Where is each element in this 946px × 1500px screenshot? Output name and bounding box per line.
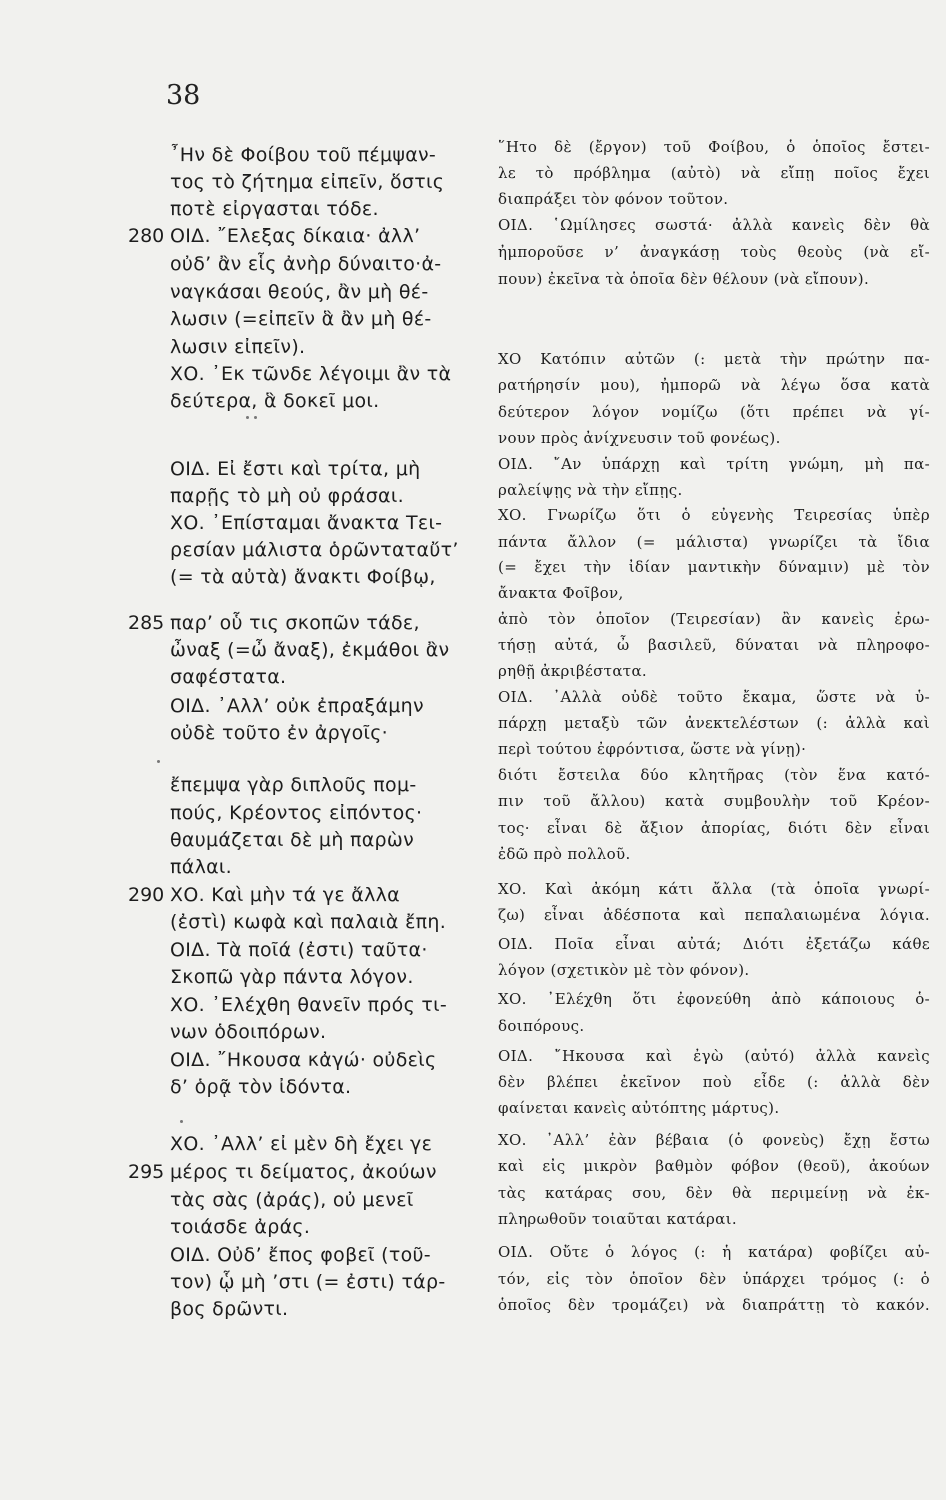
translation-line: ρατήρησίν μου), ἠμπορῶ νὰ λέγω ὅσα κατὰ (498, 376, 930, 394)
translation-line: ΧΟ. Γνωρίζω ὅτι ὁ εὐγενὴς Τειρεσίας ὑπὲρ (498, 506, 930, 524)
translation-line: διότι ἔστειλα δύο κλητῆρας (τὸν ἕνα κατό- (498, 766, 930, 784)
greek-line: Σκοπῶ γὰρ πάντα λόγον. (170, 966, 414, 988)
greek-line: ΟΙΔ. Εἰ ἔστι καὶ τρίτα, μὴ (170, 458, 421, 480)
translation-line: ΟΙΔ. Ποῖα εἶναι αὐτά; Διότι ἐξετάζω κάθε (498, 935, 930, 953)
greek-line: ΧΟ. Καὶ μὴν τά γε ἄλλα (170, 884, 400, 906)
translation-line: ΟΙΔ. ᾿Αλλὰ οὐδὲ τοῦτο ἔκαμα, ὥστε νὰ ὑ- (498, 688, 930, 706)
greek-line: δεύτερα, ἃ δοκεῖ μοι. (170, 390, 380, 412)
translation-line: φαίνεται κανεὶς αὐτόπτης μάρτυς). (498, 1099, 780, 1117)
greek-line: μέρος τι δείματος, ἀκούων (170, 1161, 437, 1183)
greek-line: σαφέστατα. (170, 666, 287, 688)
translation-line: περὶ τούτου ἐφρόντισα, ὥστε νὰ γίνῃ)· (498, 740, 807, 758)
greek-line: λωσιν (=εἰπεῖν ἃ ἂν μὴ θέ- (170, 308, 432, 330)
translation-line: ραλείψῃς νὰ τὴν εἴπῃς. (498, 481, 683, 499)
greek-line: οὐδὲ τοῦτο ἐν ἀργοῖς· (170, 722, 389, 744)
translation-line: πιν τοῦ ἄλλου) κατὰ συμβουλὴν τοῦ Κρέον- (498, 792, 930, 810)
translation-line: ἀπὸ τὸν ὁποῖον (Τειρεσίαν) ἂν κανεὶς ἐρω- (498, 610, 930, 628)
verse-line-number: 295 (128, 1161, 165, 1183)
greek-line: τοιάσδε ἀράς. (170, 1216, 311, 1238)
translation-line: ΟΙΔ. ῎Ηκουσα καὶ ἐγὼ (αὐτό) ἀλλὰ κανεὶς (498, 1047, 930, 1065)
translation-line: ΟΙΔ. Οὔτε ὁ λόγος (: ἡ κατάρα) φοβίζει αὐ- (498, 1243, 930, 1261)
translation-line: πληρωθοῦν τοιαῦται κατάραι. (498, 1210, 737, 1228)
greek-line: τος τὸ ζήτημα εἰπεῖν, ὅστις (170, 171, 445, 193)
greek-line: τον) ᾧ μὴ ’στι (= ἐστι) τάρ- (170, 1271, 446, 1293)
greek-line: (= τὰ αὐτὰ) ἄνακτι Φοίβῳ, (170, 566, 436, 588)
translation-line: δεύτερον λόγον νομίζω (ὅτι πρέπει νὰ γί- (498, 403, 930, 421)
translation-line: ἐδῶ πρὸ πολλοῦ. (498, 845, 631, 863)
greek-line: ΟΙΔ. Οὐδ’ ἔπος φοβεῖ (τοῦ- (170, 1244, 431, 1266)
greek-line: ΟΙΔ. Τὰ ποῖά (ἐστι) ταῦτα· (170, 939, 428, 961)
greek-line: ΧΟ. ᾿Επίσταμαι ἄνακτα Τει- (170, 512, 443, 534)
verse-line-number: 285 (128, 612, 165, 634)
translation-line: ΧΟ. Καὶ ἀκόμη κάτι ἄλλα (τὰ ὁποῖα γνωρί- (498, 880, 930, 898)
translation-line: ΧΟ. ᾿Ελέχθη ὅτι ἐφονεύθη ἀπὸ κάποιους ὁ- (498, 990, 930, 1008)
greek-line: ΧΟ. ᾿Αλλ’ εἰ μὲν δὴ ἔχει γε (170, 1133, 433, 1155)
translation-line: λε τὸ πρόβλημα (αὐτὸ) νὰ εἴπῃ ποῖος ἔχει (498, 164, 930, 182)
greek-line: (ἐστὶ) κωφὰ καὶ παλαιὰ ἔπη. (170, 911, 447, 933)
greek-line: δ’ ὁρᾷ τὸν ἰδόντα. (170, 1076, 352, 1098)
translation-line: πουν) ἐκεῖνα τὰ ὁποῖα δὲν θέλουν (νὰ εἴπουν). (498, 270, 870, 288)
translation-line: λόγον (σχετικὸν μὲ τὸν φόνον). (498, 961, 750, 979)
greek-line: ποτὲ εἰργασται τόδε. (170, 198, 379, 220)
greek-line: τὰς σὰς (ἀράς), οὐ μενεῖ (170, 1189, 414, 1211)
greek-line: πούς, Κρέοντος εἰπόντος· (170, 802, 423, 824)
translation-line: δὲν βλέπει ἐκεῖνον ποὺ εἶδε (: ἀλλὰ δὲν (498, 1073, 930, 1091)
greek-line: πάλαι. (170, 856, 233, 878)
ink-speck (254, 416, 257, 419)
greek-line: οὐδ’ ἂν εἷς ἀνὴρ δύναιτο·ἀ- (170, 253, 442, 275)
greek-line: ΧΟ. ᾿Ελέχθη θανεῖν πρός τι- (170, 994, 448, 1016)
translation-line: πάντα ἄλλον (= μάλιστα) γνωρίζει τὰ ἴδια (498, 533, 930, 551)
translation-line: τος· εἶναι δὲ ἄξιον ἀπορίας, διότι δὲν εἶναι (498, 819, 930, 837)
greek-line: ναγκάσαι θεούς, ἂν μὴ θέ- (170, 281, 429, 303)
translation-line: ΧΟ Κατόπιν αὐτῶν (: μετὰ τὴν πρώτην πα- (498, 350, 930, 368)
translation-line: τὰς κατάρας σου, δὲν θὰ περιμείνῃ νὰ ἐκ- (498, 1184, 930, 1202)
translation-line: ρηθῇ ἀκριβέστατα. (498, 662, 648, 680)
verse-line-number: 280 (128, 225, 165, 247)
greek-line: ΟΙΔ. ᾿Αλλ’ οὐκ ἐπραξάμην (170, 695, 424, 717)
translation-line: (= ἔχει τὴν ἰδίαν μαντικὴν δύναμιν) μὲ τὸν (498, 558, 930, 576)
greek-line: ΟΙΔ. ῎Ηκουσα κἀγώ· οὐδεὶς (170, 1049, 437, 1071)
translation-line: διαπράξει τὸν φόνον τοῦτον. (498, 190, 729, 208)
translation-line: τήσῃ αὐτά, ὦ βασιλεῦ, δύναται νὰ πληροφο- (498, 636, 930, 654)
ink-speck (157, 760, 160, 763)
translation-line: τόν, εἰς τὸν ὁποῖον δὲν ὑπάρχει τρόμος (: ὁ (498, 1270, 930, 1288)
greek-line: λωσιν εἰπεῖν). (170, 336, 306, 358)
greek-line: θαυμάζεται δὲ μὴ παρὼν (170, 829, 415, 851)
greek-line: ὦναξ (=ὦ ἄναξ), ἐκμάθοι ἂν (170, 639, 450, 661)
translation-line: δοιπόρους. (498, 1017, 585, 1035)
ink-speck (246, 416, 249, 419)
greek-line: ῏Ην δὲ Φοίβου τοῦ πέμψαν- (170, 144, 437, 166)
greek-line: παρῇς τὸ μὴ οὐ φράσαι. (170, 485, 404, 507)
translation-line: ἄνακτα Φοῖβον, (498, 584, 624, 602)
greek-line: ΟΙΔ. ῎Ελεξας δίκαια· ἀλλ’ (170, 225, 421, 247)
translation-line: νουν πρὸς ἀνίχνευσιν τοῦ φονέως). (498, 429, 781, 447)
greek-line: βος δρῶντι. (170, 1298, 289, 1320)
verse-line-number: 290 (128, 884, 165, 906)
page-number: 38 (166, 80, 201, 111)
translation-line: πάρχῃ μεταξὺ τῶν ἀνεκτελέστων (: ἀλλὰ καὶ (498, 714, 930, 732)
translation-line: ῞Ητο δὲ (ἔργον) τοῦ Φοίβου, ὁ ὁποῖος ἔστει- (498, 138, 930, 156)
translation-line: ἠμποροῦσε ν’ ἀναγκάσῃ τοὺς θεοὺς (νὰ εἴ- (498, 243, 930, 261)
translation-line: ὁποῖος δὲν τρομάζει) νὰ διαπράττῃ τὸ κακόν. (498, 1296, 930, 1314)
translation-line: ΟΙΔ. ῎Αν ὑπάρχῃ καὶ τρίτη γνώμη, μὴ πα- (498, 455, 930, 473)
translation-line: καὶ εἰς μικρὸν βαθμὸν φόβον (θεοῦ), ἀκούων (498, 1157, 930, 1175)
translation-line: ζω) εἶναι ἀδέσποτα καὶ πεπαλαιωμένα λόγια. (498, 906, 930, 924)
greek-line: ρεσίαν μάλιστα ὁρῶνταταὔτ’ (170, 539, 459, 561)
translation-line: ΧΟ. ᾿Αλλ’ ἐὰν βέβαια (ὁ φονεὺς) ἔχῃ ἔστω (498, 1131, 930, 1149)
greek-line: ΧΟ. ᾿Εκ τῶνδε λέγοιμι ἂν τὰ (170, 363, 452, 385)
ink-speck (180, 1120, 183, 1123)
greek-line: νων ὁδοιπόρων. (170, 1021, 327, 1043)
greek-line: παρ’ οὗ τις σκοπῶν τάδε, (170, 612, 420, 634)
translation-line: ΟΙΔ. ῾Ωμίλησες σωστά· ἀλλὰ κανεὶς δὲν θὰ (498, 216, 930, 234)
greek-line: ἔπεμψα γὰρ διπλοῦς πομ- (170, 774, 417, 796)
